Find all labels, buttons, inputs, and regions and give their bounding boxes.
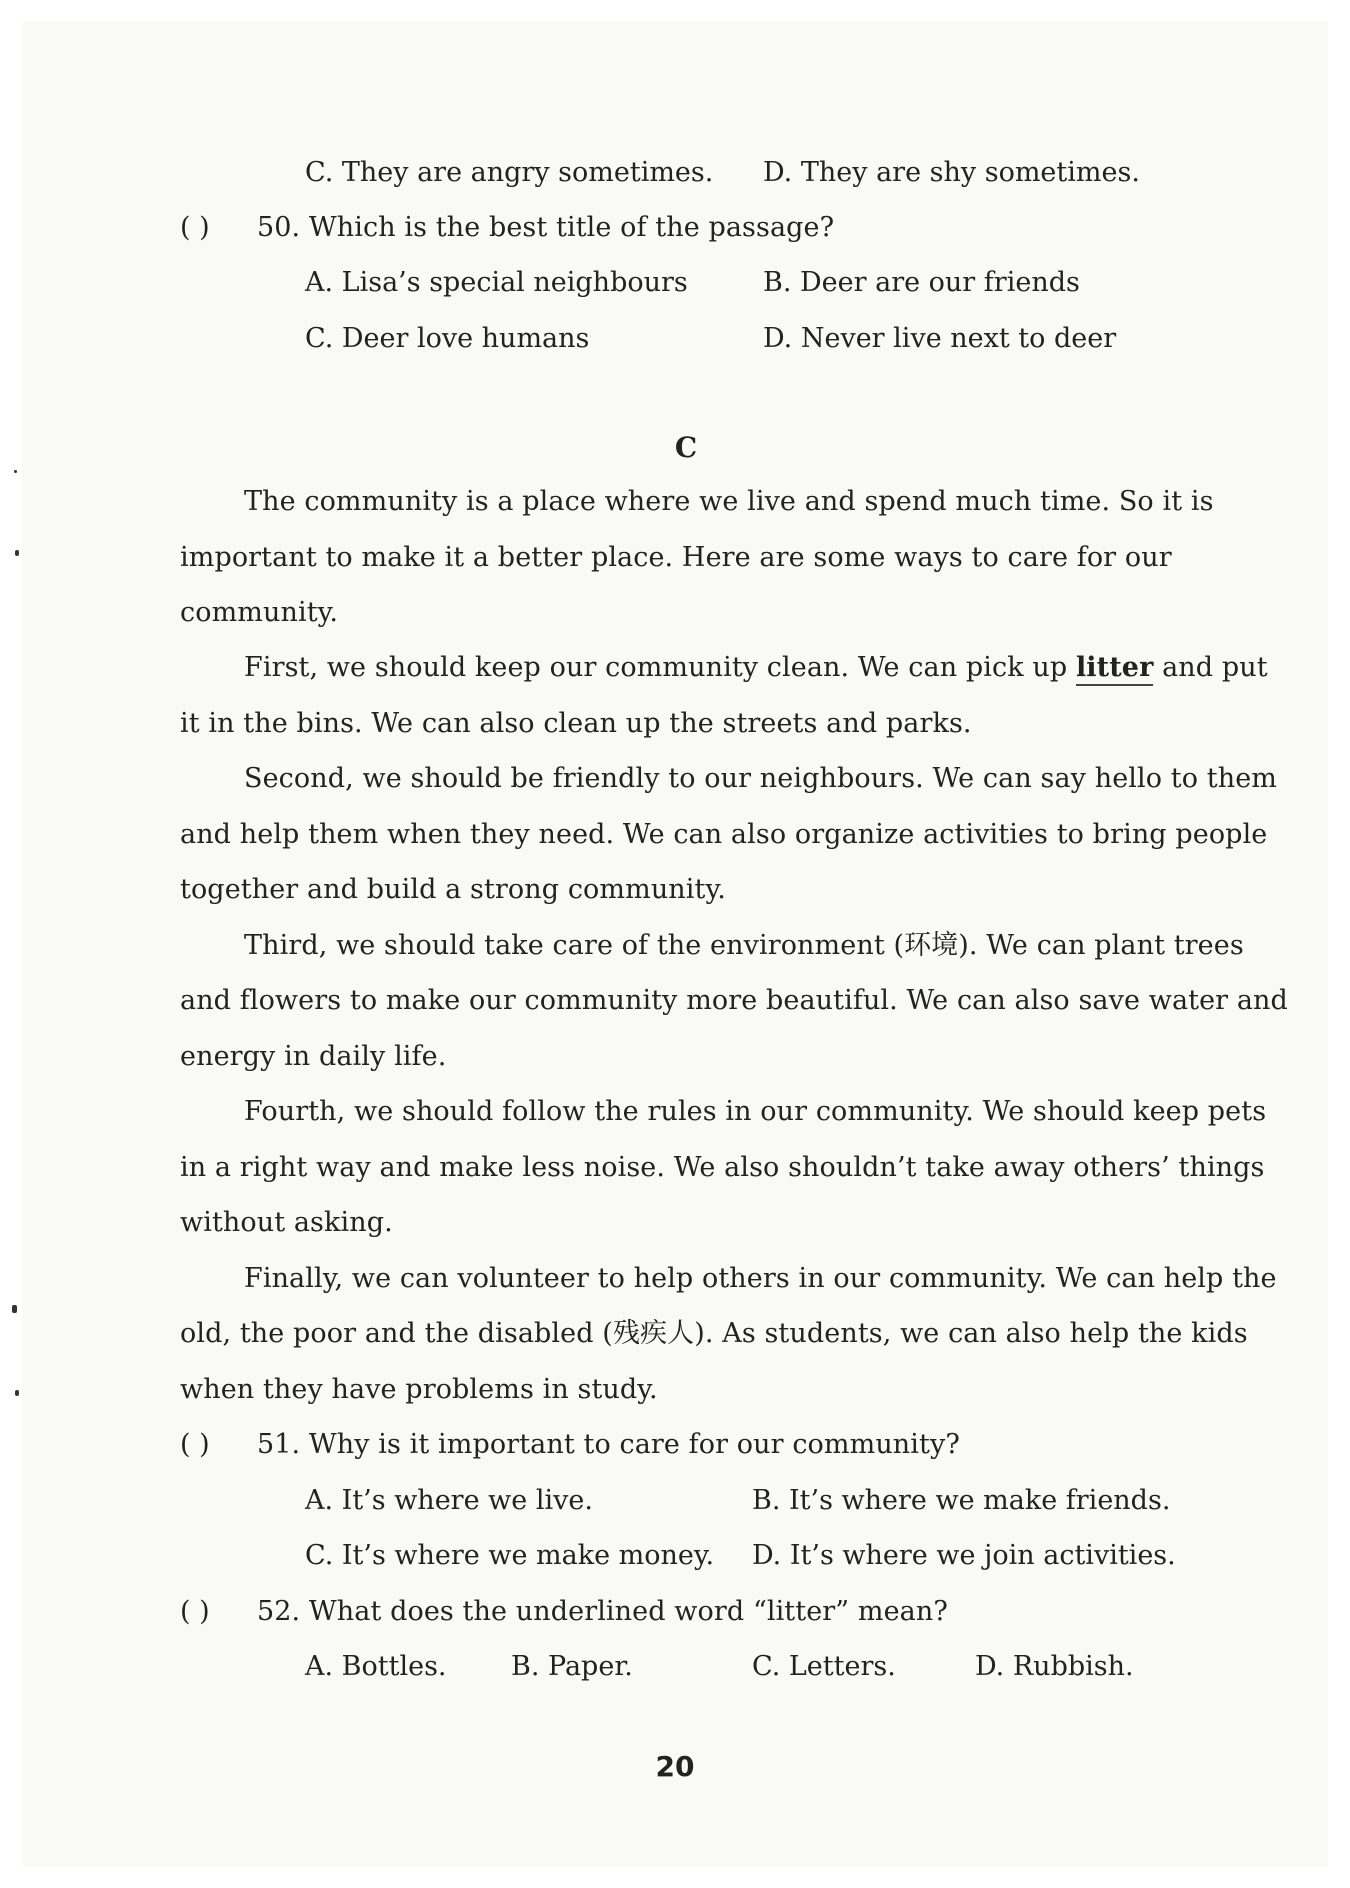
q52-stem: 52. What does the underlined word “litter” mean? (257, 1596, 948, 1627)
q50-stem: 50. Which is the best title of the passage? (257, 212, 835, 243)
q52-option-c: C. Letters. (752, 1651, 896, 1682)
worksheet-page (22, 22, 1328, 1866)
q52-option-a: A. Bottles. (305, 1651, 447, 1682)
q50-option-d: D. Never live next to deer (763, 323, 1117, 354)
passage-p1-line1: The community is a place where we live and spend much time. So it is (244, 486, 1214, 517)
passage-p3-line1: Second, we should be friendly to our neighbours. We can say hello to them (244, 763, 1277, 794)
underlined-word-litter: litter (1076, 652, 1153, 686)
scan-speck (12, 1305, 17, 1313)
q51-stem: 51. Why is it important to care for our community? (257, 1429, 960, 1460)
passage-p1-line3: community. (180, 597, 339, 628)
passage-p2-text-after: and put (1153, 652, 1268, 683)
passage-p4-line1: Third, we should take care of the environment (环境). We can plant trees (244, 930, 1244, 961)
passage-p2-line1 (244, 651, 1268, 685)
passage-p2-text-before: First, we should keep our community clean. We can pick up (244, 652, 1076, 683)
passage-p6-line3: when they have problems in study. (180, 1374, 658, 1405)
q50-answer-blank[interactable]: ( ) (180, 212, 210, 243)
q50-option-a: A. Lisa’s special neighbours (305, 267, 688, 298)
q50-option-b: B. Deer are our friends (763, 267, 1080, 298)
passage-p4-line2: and flowers to make our community more beautiful. We can also save water and (180, 985, 1288, 1016)
scan-speck (14, 470, 17, 473)
page-number: 20 (655, 1750, 695, 1783)
passage-p5-line2: in a right way and make less noise. We also shouldn’t take away others’ things (180, 1152, 1265, 1183)
q52-option-d: D. Rubbish. (975, 1651, 1134, 1682)
scan-speck (15, 1390, 19, 1396)
q51-option-d: D. It’s where we join activities. (752, 1540, 1176, 1571)
passage-p1-line2: important to make it a better place. Here are some ways to care for our (180, 542, 1172, 573)
passage-p6-line1: Finally, we can volunteer to help others in our community. We can help the (244, 1263, 1277, 1294)
passage-p4-line3: energy in daily life. (180, 1041, 447, 1072)
passage-p5-line1: Fourth, we should follow the rules in our community. We should keep pets (244, 1096, 1267, 1127)
passage-p2-line2: it in the bins. We can also clean up the streets and parks. (180, 708, 972, 739)
q49-option-c: C. They are angry sometimes. (305, 157, 714, 188)
passage-p3-line3: together and build a strong community. (180, 874, 726, 905)
q52-answer-blank[interactable]: ( ) (180, 1596, 210, 1627)
section-heading-c: C (674, 431, 698, 464)
passage-p5-line3: without asking. (180, 1207, 393, 1238)
q50-option-c: C. Deer love humans (305, 323, 590, 354)
q51-option-c: C. It’s where we make money. (305, 1540, 715, 1571)
q51-option-b: B. It’s where we make friends. (752, 1485, 1171, 1516)
passage-p6-line2: old, the poor and the disabled (残疾人). As students, we can also help the kids (180, 1318, 1248, 1349)
q49-option-d: D. They are shy sometimes. (763, 157, 1140, 188)
scan-speck (15, 550, 19, 556)
q51-option-a: A. It’s where we live. (305, 1485, 593, 1516)
passage-p3-line2: and help them when they need. We can also organize activities to bring people (180, 819, 1268, 850)
q52-option-b: B. Paper. (511, 1651, 633, 1682)
q51-answer-blank[interactable]: ( ) (180, 1429, 210, 1460)
